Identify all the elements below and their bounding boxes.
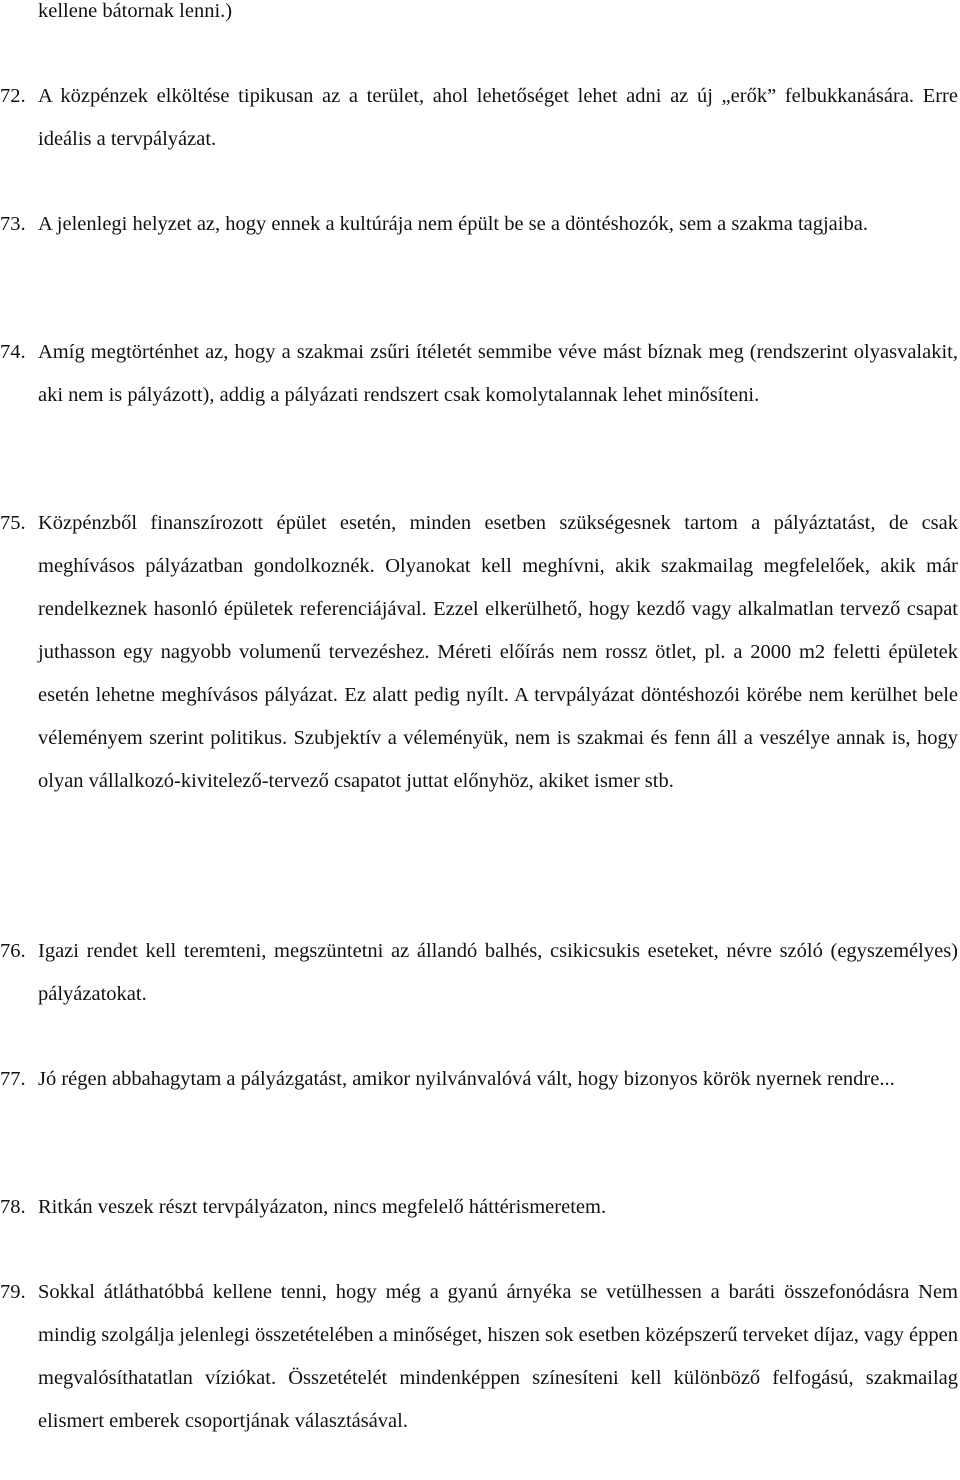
item-text: Igazi rendet kell teremteni, megszüntetni az állandó balhés, csikicsukis eseteket, névre szóló (egyszemélyes) pályázatokat. — [38, 940, 958, 1005]
list-item-76 — [0, 930, 958, 1016]
list-item-73 — [0, 203, 958, 246]
item-number: 74. — [0, 341, 26, 363]
item-number: 73. — [0, 213, 26, 235]
item-text: Amíg megtörténhet az, hogy a szakmai zsűri ítéletét semmibe véve mást bíznak meg (rendszerint olyasvalakit, aki nem is pályázott), addig a pályázati rendszert csak komolytalannak lehet minősíteni. — [38, 341, 958, 406]
list-item-75 — [0, 502, 958, 803]
item-text: A jelenlegi helyzet az, hogy ennek a kultúrája nem épült be se a döntéshozók, sem a szakma tagjaiba. — [38, 213, 868, 235]
item-text: Közpénzből finanszírozott épület esetén, minden esetben szükségesnek tartom a pályáztatást, de csak meghívásos pályázatban gondolkoznék. Olyanokat kell meghívni, akik szakmailag megfelelőek, akik már rendelkeznek hasonló épületek referenciájával. Ezzel elkerülhető, hogy kezdő vagy alkalmatlan tervező csapat juthasson egy nagyobb volumenű tervezéshez. Méreti előírás nem rossz ötlet, pl. a 2000 m2 feletti épületek esetén lehetne meghívásos pályázat. Ez alatt pedig nyílt. A tervpályázat döntéshozói körébe nem kerülhet bele véleményem szerint politikus. Szubjektív a véleményük, nem is szakmai és fenn áll a veszélye annak is, hogy olyan vállalkozó-kivitelező-tervező csapatot juttat előnyhöz, akiket ismer stb. — [38, 512, 958, 792]
list-item-74 — [0, 331, 958, 417]
list-item-79 — [0, 1271, 958, 1443]
item-number: 75. — [0, 512, 26, 534]
item-text: A közpénzek elköltése tipikusan az a terület, ahol lehetőséget lehet adni az új „erők” felbukkanására. Erre ideális a tervpályázat. — [38, 85, 958, 150]
item-number: 76. — [0, 940, 26, 962]
item-text: Sokkal átláthatóbbá kellene tenni, hogy még a gyanú árnyéka se vetülhessen a baráti összefonódásra Nem mindig szolgálja jelenlegi összetételében a minőséget, hiszen sok esetben középszerű terveket díjaz, vagy éppen megvalósíthatatlan víziókat. Összetételét mindenképpen színesíteni kell különböző felfogású, szakmailag elismert emberek csoportjának választásával. — [38, 1281, 958, 1432]
item-text: Jó régen abbahagytam a pályázgatást, amikor nyilvánvalóvá vált, hogy bizonyos körök nyernek rendre... — [38, 1068, 895, 1090]
item-text: Ritkán veszek részt tervpályázaton, nincs megfelelő háttérismeretem. — [38, 1196, 607, 1218]
item-number: 72. — [0, 85, 26, 107]
continuation-text: kellene bátornak lenni.) — [38, 0, 233, 22]
item-number: 77. — [0, 1068, 26, 1090]
list-item-78 — [0, 1186, 958, 1229]
list-item-72 — [0, 75, 958, 161]
item-number: 78. — [0, 1196, 26, 1218]
list-item-77 — [0, 1058, 958, 1101]
item-number: 79. — [0, 1281, 26, 1303]
